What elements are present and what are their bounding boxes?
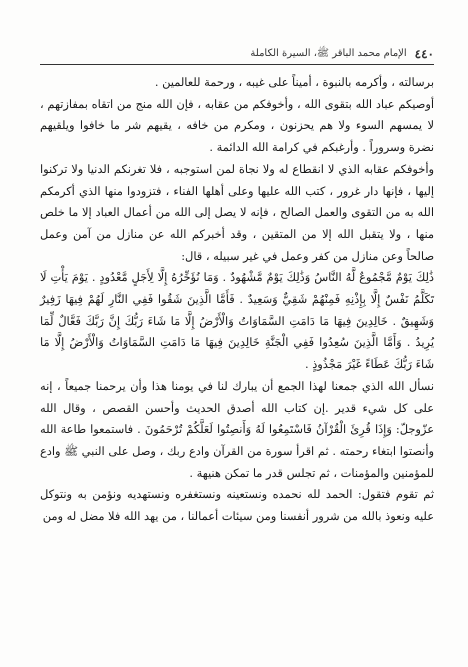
paragraph: برسالته ، وأكرمه بالنبوة ، أميناً على غيبه ، ورحمة للعالمين . <box>154 75 434 89</box>
page-body <box>40 72 434 528</box>
header-rule <box>40 64 434 65</box>
running-title: الإمام محمد الباقر ﷺ، السيرة الكاملة <box>250 48 407 59</box>
paragraph: نسأل الله الذي جمعنا لهذا الجمع أن يبارك لنا في يومنا هذا وأن يرحمنا جميعاً ، إنه على كل شيء قدير .إن كتاب الله أصدق الحديث وأحسن القصص ، وقال الله عزّوجلّ: وَإِذَا قُرِئَ الْقُرْآنُ فَاسْتَمِعُوا لَهُ وَأَنصِتُوا لَعَلَّكُمْ تُرْحَمُونَ . فاستمعوا طاعة الله وأنصتوا ابتغاء رحمته . ثم اقرأ سورة من القرآن وادع ربك ، وصل على النبي ﷺ وادع للمؤمنين والمؤمنات ، ثم تجلس قدر ما تمكن هنيهة . <box>40 378 434 480</box>
page-header <box>60 46 434 62</box>
paragraph: وأخوفكم عقابه الذي لا انقطاع له ولا نجاة لمن استوجبه ، فلا تغرنكم الدنيا ولا تركنوا إليها ، فإنها دار غرور ، كتب الله عليها وعلى أهلها الفناء ، فتزودوا منها الذي أكرمكم الله به من التقوى والعمل الصالح ، فإنه لا يصل إلى الله من أعمال العباد إلا ما خلص منها ، ولا يتقبل الله إلا من المتقين ، وقد أخبركم الله عن منازل من آمن وعمل صالحاً وعن منازل من كفر وعمل في غير سبيله ، قال: <box>40 161 434 263</box>
quran-verse: ذَٰلِكَ يَوْمٌ مَّجْمُوعٌ لَّهُ النَّاسُ وَذَٰلِكَ يَوْمٌ مَّشْهُودٌ . وَمَا نُؤَخِّرُهُ إِلَّا لِأَجَلٍ مَّعْدُودٍ . يَوْمَ يَأْتِ لَا تَكَلَّمُ نَفْسٌ إِلَّا بِإِذْنِهِ فَمِنْهُمْ شَقِيٌّ وَسَعِيدٌ . فَأَمَّا الَّذِينَ شَقُوا فَفِي النَّارِ لَهُمْ فِيهَا زَفِيرٌ وَشَهِيقٌ . خَالِدِينَ فِيهَا مَا دَامَتِ السَّمَاوَاتُ وَالْأَرْضُ إِلَّا مَا شَاءَ رَبُّكَ إِنَّ رَبَّكَ فَعَّالٌ لِّمَا يُرِيدُ . وَأَمَّا الَّذِينَ سُعِدُوا فَفِي الْجَنَّةِ خَالِدِينَ فِيهَا مَا دَامَتِ السَّمَاوَاتُ وَالْأَرْضُ إِلَّا مَا شَاءَ رَبُّكَ عَطَاءً غَيْرَ مَجْذُوذٍ . <box>40 270 434 372</box>
page-number: ٤٤٠ <box>414 47 434 61</box>
paragraph: أوصيكم عباد الله بتقوى الله ، وأخوفكم من عقابه ، فإن الله منج من اتقاه بمفازتهم ، لا يمسهم السوء ولا هم يحزنون ، ومكرم من خافه ، يقيهم شر ما خافوا ويلقيهم نضرة وسروراً . وأرغبكم في كرامة الله الدائمة . <box>40 96 434 155</box>
paragraph: ثم تقوم فتقول: الحمد لله نحمده ونستعينه ونستغفره ونستهديه ونؤمن به ونتوكل عليه ونعوذ بالله من شرور أنفسنا ومن سيئات أعمالنا ، من يهد الله فلا مضل له ومن <box>40 487 434 524</box>
